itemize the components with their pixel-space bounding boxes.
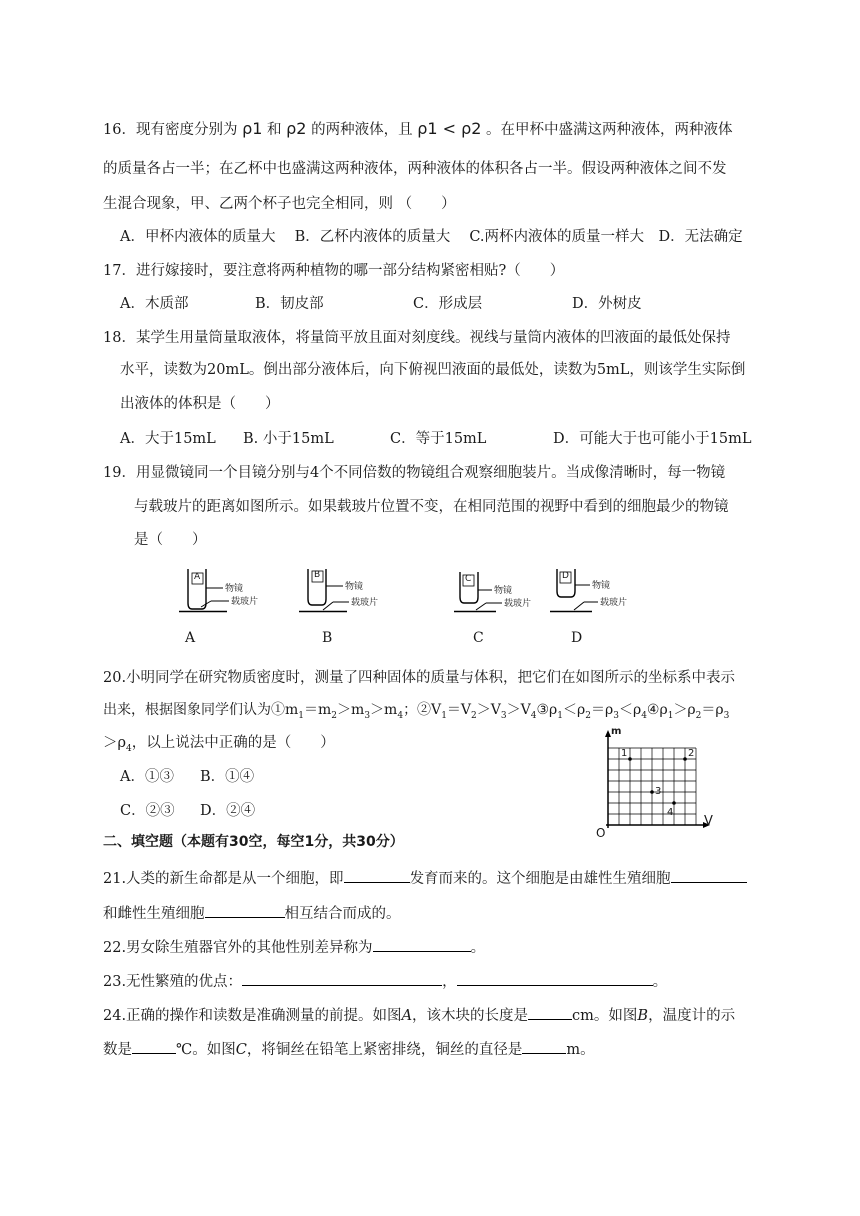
q17-option-d: D．外树皮 — [572, 296, 642, 312]
rho-relation: ρ1 < ρ2 — [417, 119, 482, 138]
q17-option-b: B．韧皮部 — [255, 296, 324, 312]
q16-options: A．甲杯内液体的质量大 B．乙杯内液体的质量大 C.两杯内液体的质量一样大 D．无法确定 — [120, 229, 743, 245]
q20-option-a: A．①③ — [120, 769, 174, 785]
q18-option-b: B. 小于15mL — [243, 431, 334, 447]
q18-line1: 18．某学生用量筒量取液体，将量筒平放且面对刻度线。视线与量筒内液体的凹液面的最低处保持 — [103, 330, 731, 346]
q17-stem: 17．进行嫁接时，要注意将两种植物的哪一部分结构紧密相贴?（ ） — [103, 263, 565, 279]
objective-diagram-b — [295, 566, 391, 618]
rho1-symbol: ρ1 — [242, 119, 263, 138]
q20-line2: 出来，根据图象同学们认为$①m_1=m_2>m_3>m_4$；$②V_1=V_2>V_3>V_4③\rho_1<\rho_2=\rho_3<\rho_4④\rho_1>\rho_2=\rho_3$ — [103, 702, 730, 721]
q18-option-a: A．大于15mL — [120, 431, 216, 447]
q21-blank-2[interactable] — [671, 868, 747, 883]
lens-label-a: 物镜 — [225, 584, 244, 594]
lens-label-b: 物镜 — [345, 582, 364, 592]
microscope-figure-c — [452, 566, 548, 618]
slide-label-a: 载玻片 — [231, 597, 259, 607]
q24-blank-length[interactable] — [528, 1005, 572, 1020]
q18-option-d: D．可能大于也可能小于15mL — [553, 431, 752, 447]
graph-origin-label: O — [596, 826, 606, 840]
q16-line2: 的质量各占一半；在乙杯中也盛满这两种液体，两种液体的体积各占一半。假设两种液体之间不发 — [103, 161, 727, 177]
q24-blank-diameter[interactable] — [522, 1039, 566, 1054]
q20-line3: $>\rho_4$，以上说法中正确的是（ ） — [103, 735, 335, 754]
graph-y-label: m — [611, 726, 622, 737]
q23-blank-1[interactable] — [242, 971, 442, 986]
q21-blank-3[interactable] — [205, 903, 285, 918]
q21-line2: 和雌性生殖细胞 相互结合而成的。 — [103, 902, 401, 923]
q23-line: 23.无性繁殖的优点： ， 。 — [103, 970, 667, 991]
slide-label-c: 载玻片 — [504, 599, 532, 609]
slide-label-d: 载玻片 — [600, 598, 628, 608]
q20-option-c: C．②③ — [120, 803, 175, 819]
microscope-figure-d — [548, 566, 644, 618]
q24-blank-temperature[interactable] — [132, 1039, 176, 1054]
q17-option-a: A．木质部 — [120, 296, 189, 312]
rho2-symbol: ρ2 — [286, 119, 307, 138]
mass-volume-graph — [592, 728, 722, 840]
q19-line1: 19．用显微镜同一个目镜分别与4个不同倍数的物镜组合观察细胞装片。当成像清晰时，每一物镜 — [103, 465, 726, 481]
caption-c: C — [473, 630, 484, 646]
lens-label-d: 物镜 — [592, 581, 611, 591]
q24-line1: 24.正确的操作和读数是准确测量的前提。如图A，该木块的长度是 cm。如图B，温度计的示 — [103, 1004, 735, 1025]
figure-letter-b: B — [314, 570, 321, 580]
q18-line3: 出液体的体积是（ ） — [120, 396, 280, 412]
section-2-heading: 二、填空题（本题有30空，每空1分，共30分） — [103, 834, 404, 850]
q16-line1: 16．现有密度分别为 ρ1 和 ρ2 的两种液体，且 ρ1 < ρ2 。在甲杯中盛满这两种液体，两种液体 — [103, 119, 733, 138]
figure-letter-c: C — [465, 574, 472, 584]
q24-line2: 数是 ℃。如图C，将铜丝在铅笔上紧密排绕，铜丝的直径是 m。 — [103, 1038, 595, 1059]
caption-a: A — [185, 630, 196, 646]
slide-label-b: 载玻片 — [351, 598, 379, 608]
objective-diagram-a — [175, 566, 271, 618]
q18-line2: 水平，读数为20mL。倒出部分液体后，向下俯视凹液面的最低处，读数为5mL，则该学生实际倒 — [120, 362, 746, 378]
q21-line1: 21.人类的新生命都是从一个细胞，即 发育而来的。这个细胞是由雄性生殖细胞 — [103, 867, 747, 888]
caption-d: D — [571, 630, 583, 646]
q20-option-b: B．①④ — [200, 769, 255, 785]
q18-option-c: C．等于15mL — [390, 431, 487, 447]
graph-canvas — [592, 728, 722, 840]
q19-line2: 与载玻片的距离如图所示。如果载玻片位置不变，在相同范围的视野中看到的细胞最少的物镜 — [134, 499, 729, 515]
point-label-3: 3 — [655, 786, 662, 797]
q21-blank-1[interactable] — [344, 868, 410, 883]
q23-blank-2[interactable] — [457, 971, 653, 986]
point-label-1: 1 — [621, 748, 628, 759]
q17-option-c: C．形成层 — [413, 296, 483, 312]
q16-line3: 生混合现象，甲、乙两个杯子也完全相同，则 （ ） — [103, 196, 456, 212]
q22-blank[interactable] — [373, 937, 471, 952]
point-label-4: 4 — [667, 807, 674, 818]
figure-letter-d: D — [562, 571, 569, 581]
microscope-figure-a — [175, 566, 271, 618]
q19-line3: 是（ ） — [134, 532, 207, 548]
q20-option-d: D．②④ — [200, 803, 256, 819]
graph-x-label: V — [704, 814, 713, 829]
lens-label-c: 物镜 — [494, 586, 513, 596]
microscope-figure-b — [295, 566, 391, 618]
figure-letter-a: A — [194, 572, 201, 582]
point-label-2: 2 — [688, 748, 695, 759]
q22-line: 22.男女除生殖器官外的其他性别差异称为 。 — [103, 936, 485, 957]
q20-line1: 20.小明同学在研究物质密度时，测量了四种固体的质量与体积，把它们在如图所示的坐标系中表示 — [103, 670, 736, 686]
caption-b: B — [322, 630, 333, 646]
